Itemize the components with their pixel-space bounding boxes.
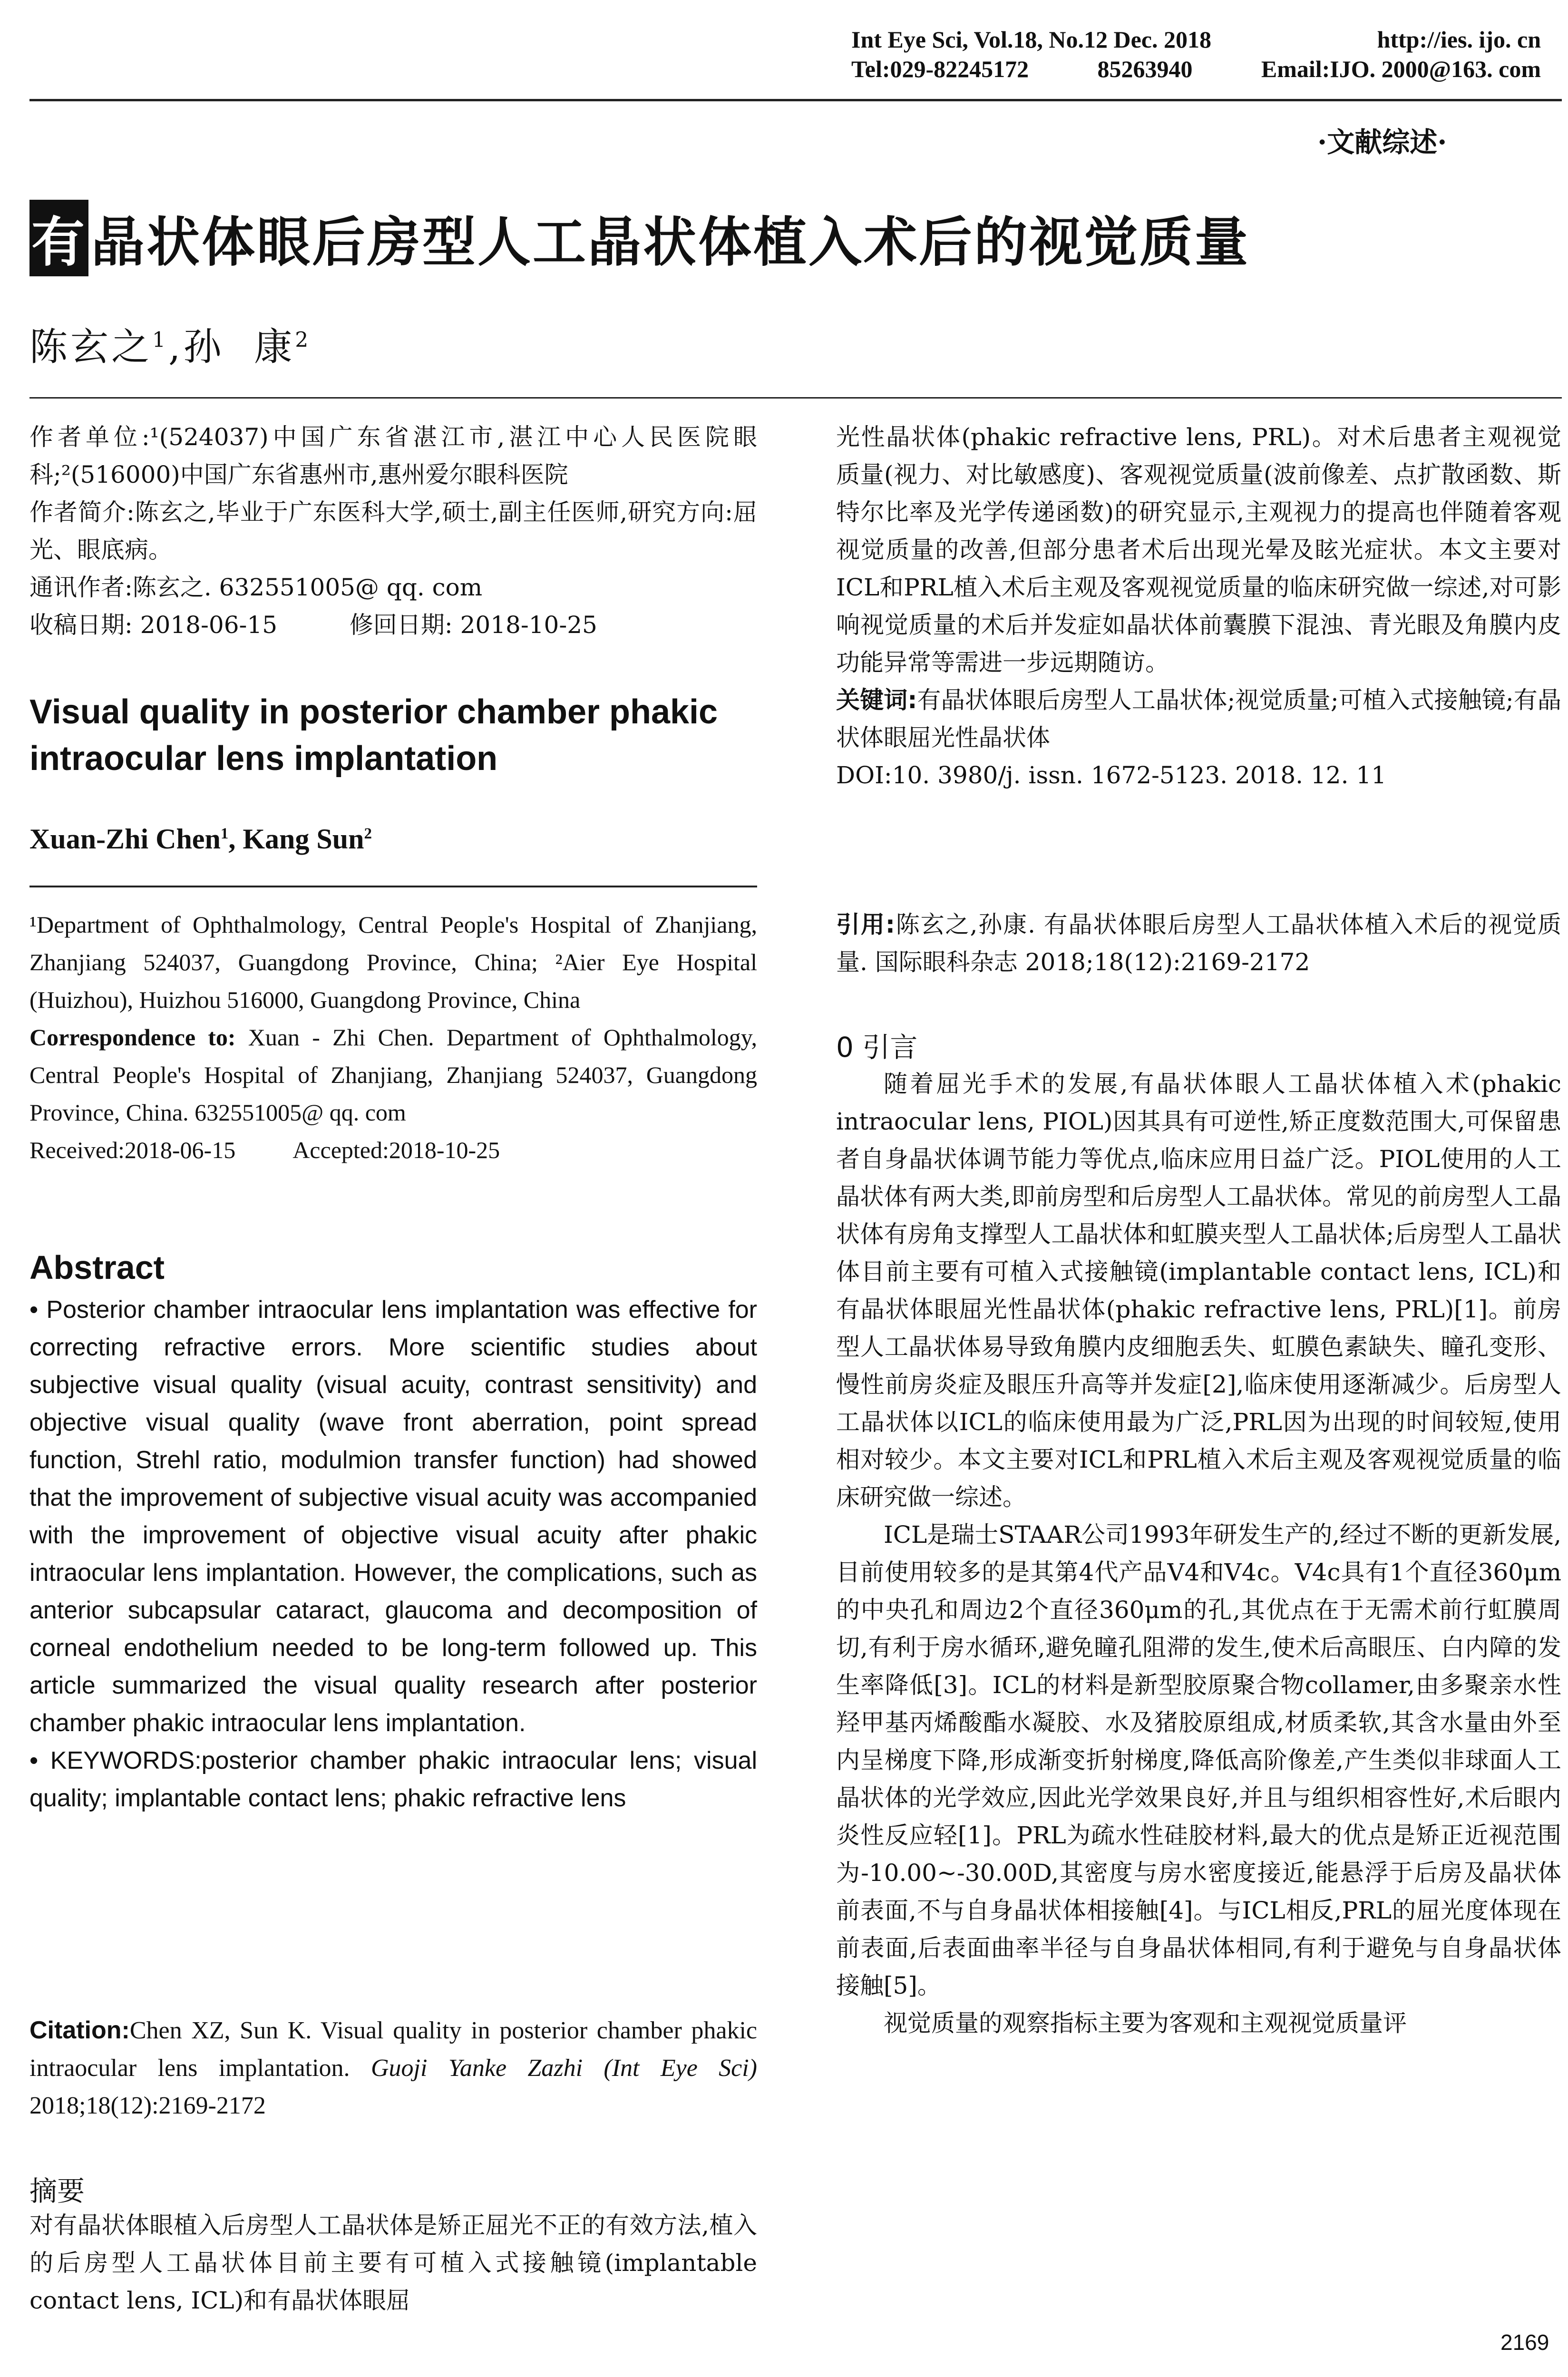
- title-rule: [29, 397, 1562, 399]
- cn-abstract-heading: 摘要: [29, 2175, 85, 2207]
- cn-keywords-label: 关键词:: [836, 686, 917, 714]
- en-author-1-sup: 1: [220, 825, 229, 842]
- authors-cn: [29, 316, 311, 371]
- section-tag: ·文献综述·: [1317, 126, 1447, 158]
- author-info: [29, 419, 757, 644]
- author-unit: 作者单位:¹(524037)中国广东省湛江市,湛江中心人民医院眼科;²(516000)中国广东省惠州市,惠州爱尔眼科医院: [29, 423, 757, 488]
- abstract-heading: Abstract: [29, 1249, 165, 1286]
- intro-paragraph-2: ICL是瑞士STAAR公司1993年研发生产的,经过不断的更新发展,目前使用较多的是其第4代产品V4和V4c。V4c具有1个直径360μm的中央孔和周边2个直径360μm的孔,其优点在于无需术前行虹膜周切,有利于房水循环,避免瞳孔阻滞的发生,使术后高眼压、白内障的发生率降低[3]。ICL的材料是新型胶原聚合物collamer,由多聚亲水性羟甲基丙烯酸酯水凝胶、水及猪胶原组成,材质柔软,其含水量由外至内呈梯度下降,形成渐变折射梯度,降低高阶像差,产生类似非球面人工晶状体的光学效应,因此光学效果良好,并且与组织相容性好,术后眼内炎性反应轻[1]。PRL为疏水性硅胶材料,最大的优点是矫正近视范围为-10.00~-30.00D,其密度与房水密度接近,能悬浮于后房及晶状体前表面,不与自身晶状体相接触[4]。与ICL相反,PRL的屈光度体现在前表面,后表面曲率半径与自身晶状体相同,有利于避免与自身晶状体接触[5]。: [836, 1521, 1561, 1999]
- dates-en: [29, 1131, 757, 1169]
- citation-journal: Guoji Yanke Zazhi (Int Eye Sci): [370, 2055, 757, 2082]
- cn-citation-label: 引用:: [836, 911, 895, 938]
- citation-en: [29, 2012, 757, 2124]
- page-title: [29, 200, 1250, 276]
- intro-paragraph-3: 视觉质量的观察指标主要为客观和主观视觉质量评: [884, 2009, 1407, 2037]
- en-author-2: Kang Sun: [243, 823, 364, 855]
- intro-body: [836, 1065, 1561, 2042]
- keywords-en: • KEYWORDS:posterior chamber phakic intraocular lens; visual quality; implantable contact lens; phakic refractive lens: [29, 1747, 757, 1812]
- accepted-en: Accepted:2018-10-25: [292, 1137, 500, 1163]
- journal-url: http://ies. ijo. cn: [1377, 26, 1541, 53]
- journal-tel2: 85263940: [1097, 56, 1193, 82]
- author-2: 孙 康: [183, 325, 295, 369]
- cn-abstract-left: 对有晶状体眼植入后房型人工晶状体是矫正屈光不正的有效方法,植入的后房型人工晶状体目前主要有可植入式接触镜(implantable contact lens, ICL)和有晶状体眼屈: [29, 2211, 757, 2314]
- journal-tel: Tel:029-82245172: [851, 56, 1029, 82]
- corr-text: Xuan - Zhi Chen. Department of Ophthalmology, Central People's Hospital of Zhanjiang, Zhanjiang 524037, Guangdong Province, China. 632551005@ qq. com: [29, 1024, 757, 1126]
- english-authors: [29, 823, 757, 856]
- en-author-2-sup: 2: [364, 825, 372, 842]
- english-title: Visual quality in posterior chamber phakic intraocular lens implantation: [29, 693, 718, 778]
- title-rest: 晶状体眼后房型人工晶状体植入术后的视觉质量: [91, 212, 1250, 273]
- corresponding-author: 通讯作者:陈玄之. 632551005@ qq. com: [29, 574, 483, 601]
- dates-cn: [29, 606, 757, 644]
- author-2-sup: 2: [295, 328, 312, 352]
- intro-heading: 0 引言: [836, 1031, 918, 1063]
- cn-citation: [836, 906, 1561, 981]
- author-1-sup: 1: [152, 328, 168, 352]
- citation-text: Chen XZ, Sun K. Visual quality in posterior chamber phakic intraocular lens implantation.: [29, 2017, 757, 2082]
- abstract-body: [29, 1291, 757, 1817]
- citation-end: 2018;18(12):2169-2172: [29, 2092, 266, 2119]
- citation-label: Citation:: [29, 2017, 130, 2044]
- cn-abstract-right: [836, 419, 1561, 794]
- intro-paragraph-1: 随着屈光手术的发展,有晶状体眼人工晶状体植入术(phakic intraocular lens, PIOL)因其具有可逆性,矫正度数范围大,可保留患者自身晶状体调节能力等优点,临床应用日益广泛。PIOL使用的人工晶状体有两大类,即前房型和后房型人工晶状体。常见的前房型人工晶状体有房角支撑型人工晶状体和虹膜夹型人工晶状体;后房型人工晶状体目前主要有可植入式接触镜(implantable contact lens, ICL)和有晶状体眼屈光性晶状体(phakic refractive lens, PRL)[1]。前房型人工晶状体易导致角膜内皮细胞丢失、虹膜色素缺失、瞳孔变形、慢性前房炎症及眼压升高等并发症[2],临床使用逐渐减少。后房型人工晶状体以ICL的临床使用最为广泛,PRL因为出现的时间较短,使用相对较少。本文主要对ICL和PRL植入术后主观及客观视觉质量的临床研究做一综述。: [836, 1070, 1561, 1511]
- cn-keywords: [836, 682, 1561, 757]
- en-author-rule: [29, 886, 757, 887]
- title-first-char: 有: [29, 200, 88, 276]
- author-sep: ,: [168, 325, 184, 369]
- affiliation-text: ¹Department of Ophthalmology, Central People's Hospital of Zhanjiang, Zhanjiang 524037, Guangdong Province, China; ²Aier Eye Hospital (Huizhou), Huizhou 516000, Guangdong Province, China: [29, 911, 757, 1013]
- doi: DOI:10. 3980/j. issn. 1672-5123. 2018. 12. 11: [836, 761, 1387, 789]
- english-affiliation: [29, 906, 757, 1169]
- en-author-sep: ,: [228, 823, 243, 855]
- en-author-1: Xuan-Zhi Chen: [29, 823, 221, 855]
- cn-keywords-text: 有晶状体眼后房型人工晶状体;视觉质量;可植入式接触镜;有晶状体眼屈光性晶状体: [836, 686, 1561, 751]
- cn-citation-text: 陈玄之,孙康. 有晶状体眼后房型人工晶状体植入术后的视觉质量. 国际眼科杂志 2018;18(12):2169-2172: [836, 911, 1561, 976]
- corr-label: Correspondence to:: [29, 1024, 236, 1051]
- received-en: Received:2018-06-15: [29, 1137, 236, 1163]
- correspondence: [29, 1019, 757, 1131]
- journal-line: Int Eye Sci, Vol.18, No.12 Dec. 2018: [851, 26, 1211, 53]
- author-1: 陈玄之: [29, 325, 152, 369]
- page-number: 2169: [1500, 2330, 1549, 2355]
- abstract-text: • Posterior chamber intraocular lens implantation was effective for correcting refractive errors. More scientific studies about subjective visual quality (visual acuity, contrast sensitivity) and objective visual quality (wave front aberration, point spread function, Strehl ratio, modulmion transfer function) had showed that the improvement of subjective visual acuity was accompanied with the improvement of objective visual acuity after phakic intraocular lens implantation. However, the complications, such as anterior subcapsular cataract, glaucoma and decomposition of corneal endothelium needed to be long-term followed up. This article summarized the visual quality research after posterior chamber phakic intraocular lens implantation.: [29, 1296, 757, 1737]
- cn-abstract-text: 光性晶状体(phakic refractive lens, PRL)。对术后患者主观视觉质量(视力、对比敏感度)、客观视觉质量(波前像差、点扩散函数、斯特尔比率及光学传递函数)的研究显示,主观视力的提高也伴随着客观视觉质量的改善,但部分患者术后出现光晕及眩光症状。本文主要对ICL和PRL植入术后主观及客观视觉质量的临床研究做一综述,对可影响视觉质量的术后并发症如晶状体前囊膜下混浊、青光眼及角膜内皮功能异常等需进一步远期随访。: [836, 423, 1561, 676]
- journal-email: Email:IJO. 2000@163. com: [1261, 56, 1541, 82]
- header-rule: [29, 99, 1562, 101]
- running-header: [851, 25, 1541, 84]
- author-bio: 作者简介:陈玄之,毕业于广东医科大学,硕士,副主任医师,研究方向:屈光、眼底病。: [29, 498, 757, 564]
- received-cn: 收稿日期: 2018-06-15: [29, 611, 278, 639]
- revised-cn: 修回日期: 2018-10-25: [349, 611, 597, 639]
